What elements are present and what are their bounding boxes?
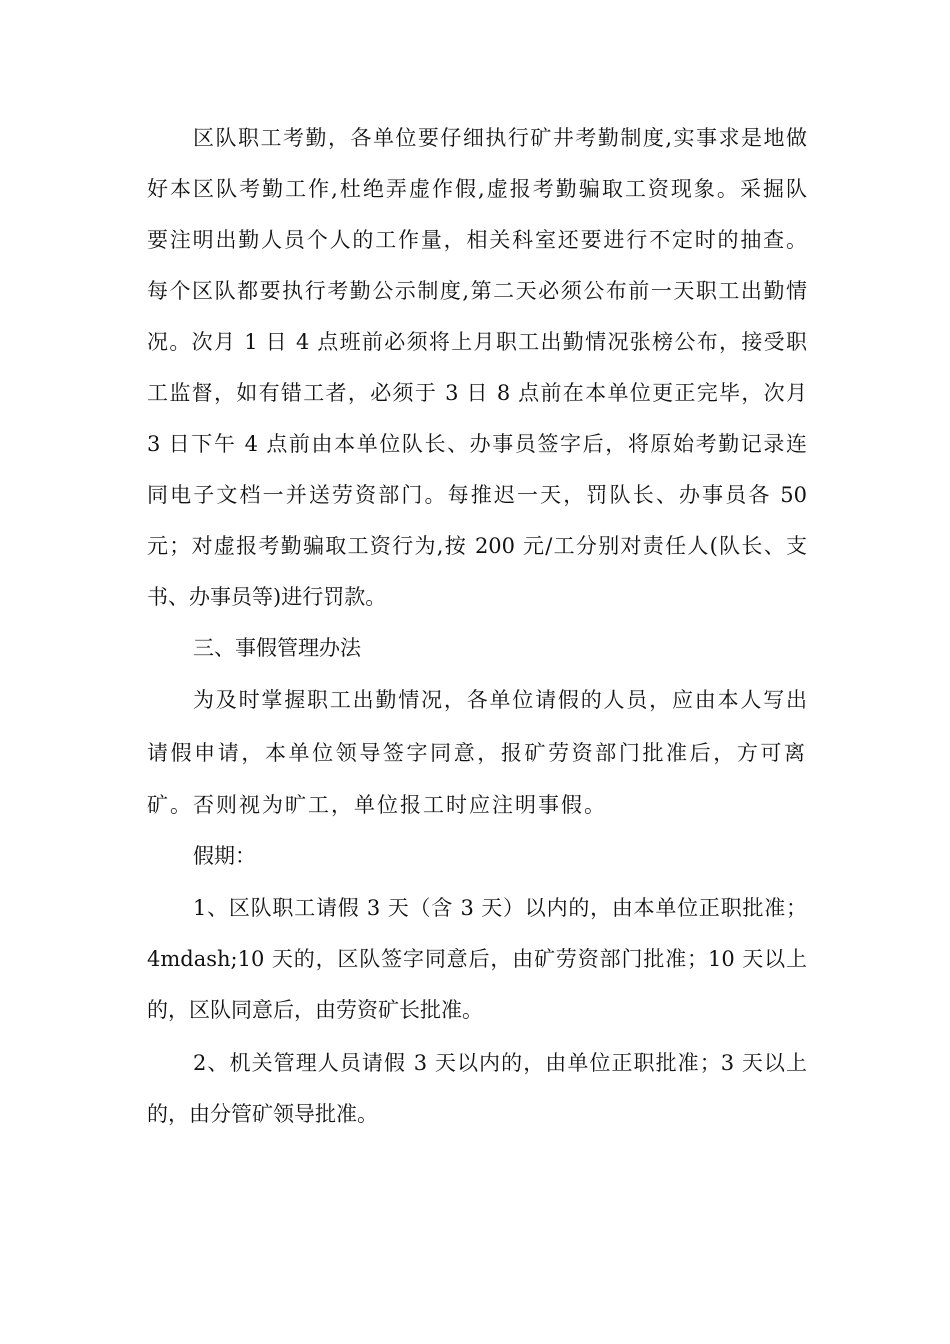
list-item-line: 的，区队同意后，由劳资矿长批准。 <box>147 998 483 1022</box>
paragraph-line: 每个区队都要执行考勤公示制度,第二天必须公布前一天职工出勤情 <box>147 279 807 303</box>
list-item-line: 的，由分管矿领导批准。 <box>147 1102 378 1126</box>
paragraph-line: 3 日下午 4 点前由本单位队长、办事员签字后，将原始考勤记录连 <box>147 432 807 456</box>
list-item-line: 4mdash;10 天的，区队签字同意后，由矿劳资部门批准；10 天以上 <box>147 947 807 971</box>
list-item-line: 2、机关管理人员请假 3 天以内的，由单位正职批准；3 天以上 <box>193 1051 807 1075</box>
paragraph-line: 同电子文档一并送劳资部门。每推迟一天，罚队长、办事员各 50 <box>147 483 807 507</box>
paragraph-line: 好本区队考勤工作,杜绝弄虚作假,虚报考勤骗取工资现象。采掘队 <box>147 177 807 201</box>
holiday-label: 假期： <box>193 844 256 868</box>
list-item-line: 1、区队职工请假 3 天（含 3 天）以内的，由本单位正职批准； <box>193 896 807 920</box>
section-heading: 三、事假管理办法 <box>193 636 361 660</box>
paragraph-line: 书、办事员等)进行罚款。 <box>147 585 387 609</box>
paragraph-line: 工监督，如有错工者，必须于 3 日 8 点前在本单位更正完毕，次月 <box>147 381 807 405</box>
paragraph-line: 元；对虚报考勤骗取工资行为,按 200 元/工分别对责任人(队长、支 <box>147 534 807 558</box>
paragraph-line: 况。次月 1 日 4 点班前必须将上月职工出勤情况张榜公布，接受职 <box>147 330 807 354</box>
paragraph-line: 矿。否则视为旷工，单位报工时应注明事假。 <box>147 793 607 817</box>
paragraph-line: 请假申请，本单位领导签字同意，报矿劳资部门批准后，方可离 <box>147 741 807 765</box>
paragraph-line: 要注明出勤人员个人的工作量，相关科室还要进行不定时的抽查。 <box>147 228 807 252</box>
paragraph-line: 区队职工考勤，各单位要仔细执行矿井考勤制度,实事求是地做 <box>193 126 807 150</box>
paragraph-line: 为及时掌握职工出勤情况，各单位请假的人员，应由本人写出 <box>193 688 807 712</box>
